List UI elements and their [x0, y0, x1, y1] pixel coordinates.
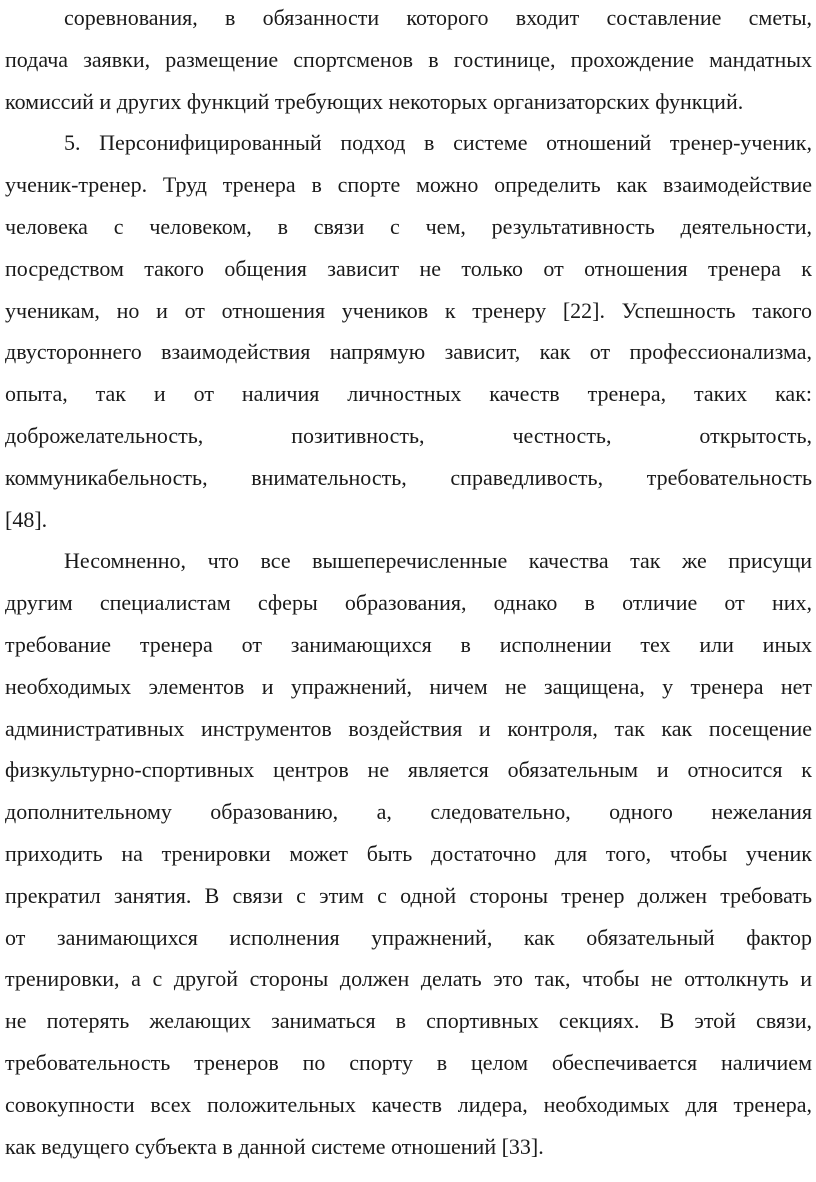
text-line: ученикам, но и от отношения учеников к тренеру [22]. Успешность такого: [5, 298, 812, 323]
text-line: дополнительному образованию, а, следовательно, одного нежелания: [5, 799, 812, 824]
text-line: опыта, так и от наличия личностных качеств тренера, таких как:: [5, 381, 812, 406]
text-line: от занимающихся исполнения упражнений, как обязательный фактор: [5, 925, 812, 950]
text-line: коммуникабельность, внимательность, справедливость, требовательность: [5, 465, 812, 490]
text-line: человека с человеком, в связи с чем, результативность деятельности,: [5, 214, 812, 239]
text-line: как ведущего субъекта в данной системе отношений [33].: [5, 1134, 544, 1159]
text-line: требовательность тренеров по спорту в целом обеспечивается наличием: [5, 1050, 812, 1075]
text-line: [48].: [5, 507, 48, 532]
text-line: приходить на тренировки может быть достаточно для того, чтобы ученик: [5, 841, 812, 866]
text-line: ученик-тренер. Труд тренера в спорте можно определить как взаимодействие: [5, 172, 812, 197]
text-line: не потерять желающих заниматься в спортивных секциях. В этой связи,: [5, 1008, 812, 1033]
text-line: соревнования, в обязанности которого входит составление сметы,: [64, 5, 812, 30]
text-line: прекратил занятия. В связи с этим с одной стороны тренер должен требовать: [5, 883, 812, 908]
text-line: Несомненно, что все вышеперечисленные качества так же присущи: [64, 548, 812, 573]
text-line: административных инструментов воздействия и контроля, так как посещение: [5, 716, 812, 741]
text-line: физкультурно-спортивных центров не является обязательным и относится к: [5, 757, 812, 782]
text-line: комиссий и других функций требующих некоторых организаторских функций.: [5, 89, 744, 114]
text-line: 5. Персонифицированный подход в системе отношений тренер-ученик,: [64, 130, 812, 155]
text-line: двустороннего взаимодействия напрямую зависит, как от профессионализма,: [5, 339, 812, 364]
text-line: посредством такого общения зависит не только от отношения тренера к: [5, 256, 812, 281]
text-line: подача заявки, размещение спортсменов в гостинице, прохождение мандатных: [5, 47, 812, 72]
text-line: требование тренера от занимающихся в исполнении тех или иных: [5, 632, 812, 657]
text-line: доброжелательность, позитивность, честность, открытость,: [5, 423, 812, 448]
text-line: совокупности всех положительных качеств лидера, необходимых для тренера,: [5, 1092, 812, 1117]
text-line: необходимых элементов и упражнений, ничем не защищена, у тренера нет: [5, 674, 812, 699]
text-line: тренировки, а с другой стороны должен делать это так, чтобы не оттолкнуть и: [5, 966, 812, 991]
text-line: другим специалистам сферы образования, однако в отличие от них,: [5, 590, 812, 615]
